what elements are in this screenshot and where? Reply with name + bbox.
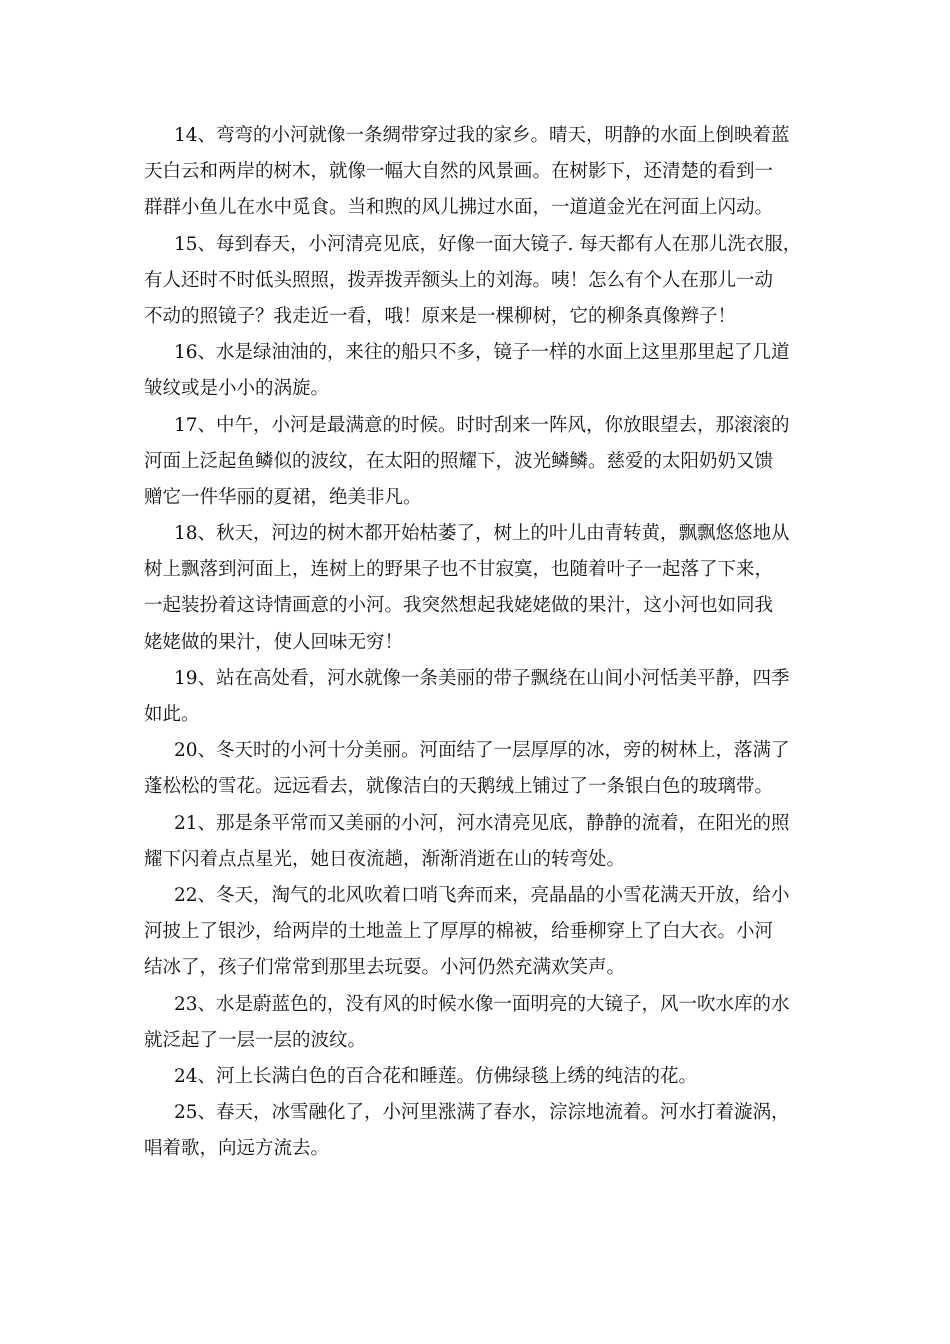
text-line: 23、水是蔚蓝色的，没有风的时候水像一面明亮的大镜子，风一吹水库的水: [174, 993, 790, 1015]
text-line: 24、河上长满白色的百合花和睡莲。仿佛绿毯上绣的纯洁的花。: [174, 1065, 698, 1087]
text-line: 14、弯弯的小河就像一条绸带穿过我的家乡。晴天，明静的水面上倒映着蓝: [174, 125, 790, 146]
text-line: 有人还时不时低头照照，拨弄拨弄额头上的刘海。咦！怎么有个人在那儿一动: [144, 269, 774, 291]
text-line: 河披上了银沙，给两岸的土地盖上了厚厚的棉被，给垂柳穿上了白大衣。小河: [144, 921, 774, 943]
text-line: 20、冬天时的小河十分美丽。河面结了一层厚厚的冰，旁的树林上，落满了: [174, 740, 790, 762]
text-line: 天白云和两岸的树木，就像一幅大自然的风景画。在树影下，还清楚的看到一: [144, 161, 774, 183]
text-line: 结冰了，孩子们常常到那里去玩耍。小河仍然充满欢笑声。: [144, 957, 626, 979]
text-line: 河面上泛起鱼鳞似的波纹，在太阳的照耀下，波光鳞鳞。慈爱的太阳奶奶又馈: [144, 450, 774, 472]
text-line: 蓬松松的雪花。远远看去，就像洁白的天鹅绒上铺过了一条银白色的玻璃带。: [144, 776, 774, 798]
text-line: 19、站在高处看，河水就像一条美丽的带子飘绕在山间小河恬美平静，四季: [174, 667, 790, 689]
text-line: 唱着歌，向远方流去。: [144, 1138, 330, 1160]
text-line: 25、春天，冰雪融化了，小河里涨满了春水，淙淙地流着。河水打着漩涡，: [174, 1102, 790, 1124]
text-line: 如此。: [144, 704, 200, 725]
text-line: 21、那是条平常而又美丽的小河，河水清亮见底，静静的流着，在阳光的照: [174, 812, 790, 834]
text-line: 就泛起了一层一层的波纹。: [144, 1029, 367, 1051]
text-line: 赠它一件华丽的夏裙，绝美非凡。: [144, 486, 422, 508]
document-body: [144, 118, 824, 1167]
text-line: 树上飘落到河面上，连树上的野果子也不甘寂寞，也随着叶子一起落了下来，: [144, 559, 774, 581]
text-line: 22、冬天，淘气的北风吹着口哨飞奔而来，亮晶晶的小雪花满天开放，给小: [174, 884, 790, 906]
text-line: 一起装扮着这诗情画意的小河。我突然想起我姥姥做的果汁，这小河也如同我: [144, 595, 774, 617]
text-line: 姥姥做的果汁，使人回味无穷！: [144, 631, 404, 653]
text-line: 16、水是绿油油的，来往的船只不多，镜子一样的水面上这里那里起了几道: [174, 342, 790, 364]
text-line: 皱纹或是小小的涡旋。: [144, 378, 330, 400]
text-line: 群群小鱼儿在水中觅食。当和煦的风儿拂过水面，一道道金光在河面上闪动。: [144, 197, 774, 219]
text-line: 18、秋天，河边的树木都开始枯萎了，树上的叶儿由青转黄，飘飘悠悠地从: [174, 523, 790, 545]
text-line: 耀下闪着点点星光，她日夜流趟，渐渐消逝在山的转弯处。: [144, 848, 626, 870]
text-line: 不动的照镜子？我走近一看，哦！原来是一棵柳树，它的柳条真像辫子！: [144, 305, 737, 327]
text-line: 15、每到春天，小河清亮见底，好像一面大镜子. 每天都有人在那儿洗衣服，: [174, 233, 802, 255]
text-line: 17、中午，小河是最满意的时候。时时刮来一阵风，你放眼望去，那滚滚的: [174, 414, 790, 436]
